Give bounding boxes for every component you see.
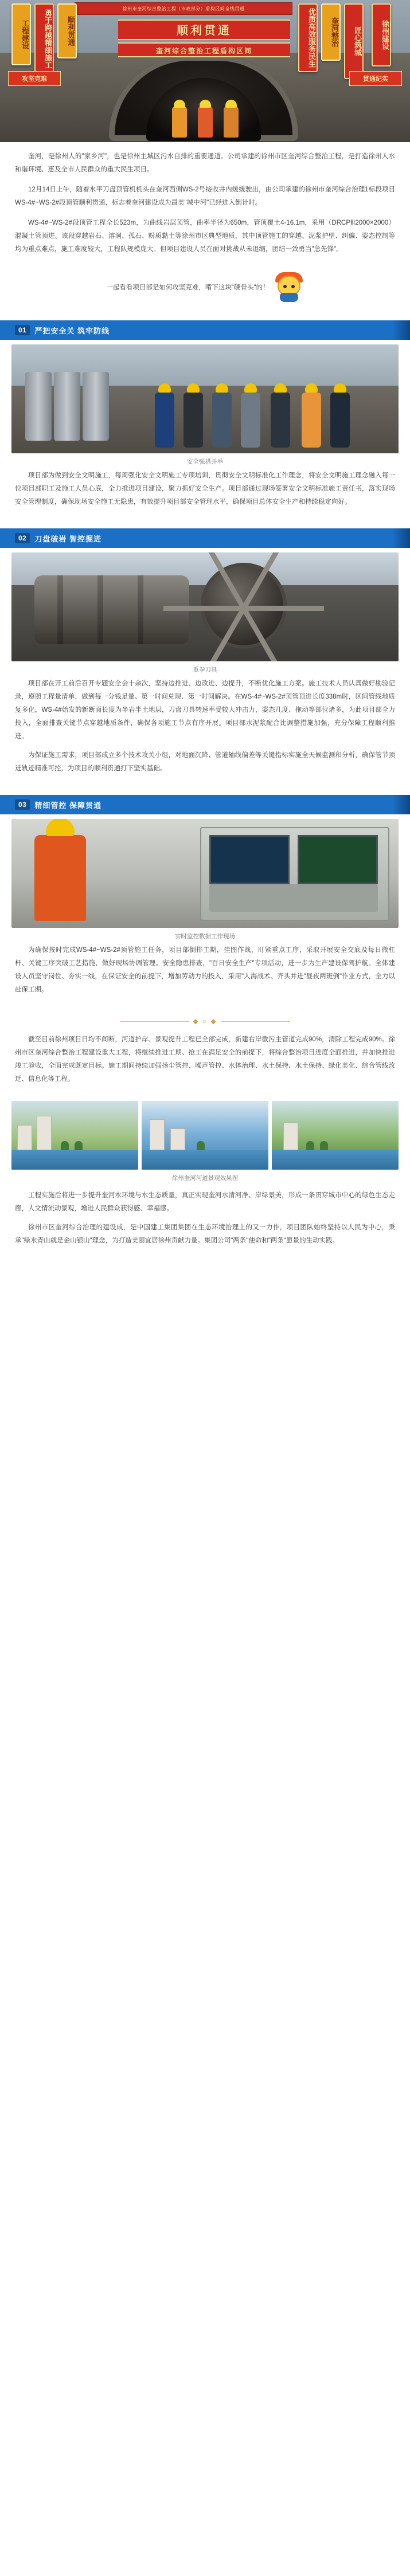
- hero-left-chip: 攻坚克难: [8, 71, 61, 86]
- river-water: [11, 1150, 138, 1170]
- closing-paragraph: 徐州市区奎河综合治理的建设成，是中国建工集团集团在生态环境治理上的又一力作，项目团队始终坚持以人民为中心，秉承"绿水青山就是金山银山"理念，为打造美丽宜居徐州贡献力量。集团公司"两条"使命和"两条"愿景的生动实践。: [15, 1224, 395, 1244]
- building-shape: [170, 1128, 185, 1150]
- section-title: 精细管控 保障贯通: [34, 801, 101, 810]
- worker-figure: [241, 393, 260, 448]
- section-paragraph: 项目部为做到安全文明施工，每周强化安全文明施工专项培训，贯彻安全文明标准化工作理念，将安全文明施工理念融入每一位项目部职工及施工人员心底，全力推进项目建设，聚力抓好安全生产。项目部通过现场签署安全文明标准施工责任书，落实现场安全管理制度，确保现场安全施工无隐患，有效提升项目部安全管理水平，确保项目总体安全生产和持续稳定向好。: [15, 472, 395, 505]
- monitor-screen: [298, 835, 378, 884]
- final-paragraph: 截至目前徐州项目日均不间断，河道护岸、景观提升工程已全部完成，新建右岸截污主管道完成90%，清除工程完成90%。徐州市区奎河综合整治工程建设重大工程，将继续推进工期、抢工在满足安全的前提下，将综合整治项目进度全面推进，并加快推进竣工验收，全面完成既定目标。施工期间持续加强扬尘管控、噪声管控、水体治理、水土保持、水土保持、绿化美化、综合管线改迁、信息化等工程。: [15, 1036, 395, 1083]
- intro-paragraph: WS-4#~WS-2#段顶管工程全长523m，为曲线岩层顶管，曲率半径为650m，管顶覆土4-16.1m，采用（DRCPⅢ2000×2000）混凝土管顶进。该段穿越岩石、溶洞、孤石、粉质黏土等徐州市区典型地质，其中顶管施工的穿越、泥浆护壁、纠偏、姿态控制等均为重点难点，施工难度较大，工程队规模庞大。但项目建设人员在面对挑战从未退缩，团结一致勇当"急先锋"。: [15, 219, 395, 253]
- site-photo-workers: [11, 344, 399, 453]
- section-header-02: [0, 528, 410, 548]
- worker-figure: [155, 393, 174, 448]
- render-image-riverside: [272, 1101, 399, 1170]
- river-water: [272, 1150, 399, 1170]
- worker-figure: [183, 393, 203, 448]
- worker-figure: [212, 393, 232, 448]
- hero-sub-title: 奎河综合整治工程盾构区间: [118, 42, 290, 57]
- section-header-03: [0, 795, 410, 814]
- vertical-banner: 奎河整治: [321, 3, 341, 61]
- mascot-icon: [274, 273, 304, 303]
- drum-band: [138, 575, 143, 644]
- pull-quote-row: [0, 268, 410, 312]
- cutter-head: [201, 563, 287, 649]
- vertical-banner: 匠心筑城: [344, 3, 364, 79]
- worker-figure: [302, 393, 321, 448]
- section-03-text: [0, 942, 410, 1008]
- divider-line: [221, 1021, 290, 1022]
- worker-figure: [271, 393, 290, 448]
- section-divider: [0, 1008, 410, 1030]
- section-header-01: [0, 320, 410, 340]
- worker-figure: [224, 107, 239, 138]
- cutter-spoke: [201, 552, 246, 610]
- divider-ornament: ◆ ○ ◆: [193, 1017, 217, 1025]
- worker-figure: [330, 393, 350, 448]
- cutter-spoke: [201, 607, 246, 661]
- river-water: [142, 1150, 268, 1170]
- cutter-spoke: [244, 606, 324, 611]
- section-paragraph: 为保证施工需求，项目部成立多个技术攻关小组，对地面沉降、管道轴线偏差等关键指标实施全天候监测和分析，确保管节顶进轨迹精准可控，为项目的顺利贯通打下坚实基础。: [15, 752, 395, 772]
- photo-wrapper-01: [0, 340, 410, 467]
- drum-band: [57, 575, 63, 644]
- pull-quote-text: 一起看看项目部是如何攻坚克难，啃下这块"硬骨头"的！: [106, 284, 270, 292]
- photo-caption: 安全强措并举: [187, 458, 223, 465]
- section-01-text: [0, 467, 410, 520]
- hero-top-banner-text: 徐州市奎河综合整治工程（市政部分）盾构区间全线贯通: [75, 2, 292, 15]
- worker-figure: [198, 107, 213, 138]
- pipe-segment: [83, 372, 109, 441]
- worker-figure: [172, 107, 187, 138]
- render-image-park: [11, 1101, 138, 1170]
- final-text-block: [0, 1030, 410, 1099]
- control-console: [200, 827, 389, 921]
- intro-paragraph: 12月14日上午，随着水平刀盘顶管机机头在奎河西侧WS-2号接收井内缓缓驶出，由公司承建的徐州市奎河综合治理1标段项目WS-4#~WS-2#段顶管顺利贯通，标志着奎河建设成为最美"城中河"已经进入倒计时。: [15, 186, 395, 206]
- closing-paragraph: 工程实施后将进一步提升奎河水环境与水生态质量，真正实现奎河水清河净、岸绿景美，形成一条贯穿城市中心的绿色生态走廊，人文情流动景观，增进人民群众获得感、幸福感。: [15, 1192, 395, 1212]
- console-button-row: [209, 884, 378, 912]
- cutter-spoke: [163, 606, 244, 611]
- site-photo-cutter-head: [11, 552, 399, 661]
- building-shape: [283, 1123, 298, 1150]
- section-number: 01: [15, 325, 30, 335]
- hero-right-chip: 贯通纪实: [349, 71, 402, 86]
- intro-text-block: [0, 142, 410, 268]
- building-shape: [17, 1125, 32, 1150]
- intro-paragraph: 奎河，是徐州人的"家乡河"，也是徐州主城区污水自排的重要通道。公司承建的徐州市区奎河综合整治工程，是打造徐州人水和谐环境、惠及全市人民群众的重大民生项目。: [15, 153, 395, 173]
- monitor-screen: [209, 835, 290, 884]
- mascot-head: [278, 276, 300, 295]
- bottom-spacer: [0, 1268, 410, 1274]
- closing-text-block: [0, 1183, 410, 1268]
- section-title: 刀盘破岩 智控掘进: [34, 534, 101, 543]
- vertical-banner: 徐州建设: [372, 3, 391, 66]
- photo-wrapper-02: [0, 548, 410, 675]
- mascot-eye: [291, 285, 295, 288]
- photo-caption: 实时监控数据工作现场: [175, 933, 235, 940]
- mascot-eye: [283, 285, 287, 288]
- cutter-spoke: [241, 552, 286, 610]
- cutter-spoke: [241, 607, 286, 661]
- site-photo-control-cabin: [11, 819, 399, 928]
- section-paragraph: 项目部在开工前后召开专题安全会十余次，坚持边推进、边改进、边提升，不断优化施工方案。施工技术人员认真做好勘验记录，遵照工程量清单，做到每一分钱足量、第一时间兑现、第一时间解决。在WS-4#~WS-2#顶管顶进长度338m时，区间管线地质复多化，WS-4#始发的新断面长度为半岩半土地层，刀盘刀具转速率受较大冲击力，姿态几度、拖动等部位诸多，为此项目部全力投入，全面排查关键节点穿越地质条件，确保各项施工节点有序开展。项目部水泥浆配合比调整措施加强，充分保障工程顺利推进。: [15, 680, 395, 740]
- hero-banner-image: [0, 0, 410, 142]
- pipe-segment: [54, 372, 80, 441]
- render-caption: 徐州奎河河道景观效果图: [171, 1175, 239, 1182]
- vertical-banner: 顺利贯通: [57, 3, 77, 58]
- vertical-banner: 勇于跨越精细施工: [34, 3, 54, 75]
- operator-figure: [34, 835, 86, 921]
- section-number: 02: [15, 533, 30, 543]
- vertical-banner: 工程建设: [11, 3, 31, 65]
- hero-main-title: 顺利贯通: [118, 19, 290, 40]
- building-shape: [150, 1119, 165, 1150]
- photo-caption: 重拳刀具: [193, 666, 217, 673]
- render-image-bridge: [142, 1101, 268, 1170]
- divider-line: [120, 1021, 189, 1022]
- pipe-segment: [25, 372, 52, 441]
- section-02-text: [0, 675, 410, 787]
- building-shape: [37, 1116, 52, 1150]
- section-paragraph: 为确保按时完成WS-4#~WS-2#顶管施工任务，项目部倒排工期，挂图作战，盯紧重点工序，采取开展安全交底及每日微杠杆、关键工序突破工艺措施，做好现场协调管理。安全隐患排查，"百日安全生产"专项活动，进一步为生产建设保驾护航。全体建设人员坚守岗位、夯实一线，在保证安全的前提下，增加劳动力的投入，采用"人海战术、齐头并进"昼夜两班倒"作业方式，全力以赴保工期。: [15, 947, 395, 993]
- mascot-body: [280, 293, 298, 302]
- render-image-row: [0, 1099, 410, 1170]
- photo-wrapper-03: [0, 814, 410, 942]
- vertical-banner: 优质高效服务民生: [298, 3, 318, 72]
- section-title: 严把安全关 筑牢防线: [34, 326, 110, 335]
- article-page: [0, 0, 410, 1274]
- section-number: 03: [15, 799, 30, 810]
- drum-band: [97, 575, 103, 644]
